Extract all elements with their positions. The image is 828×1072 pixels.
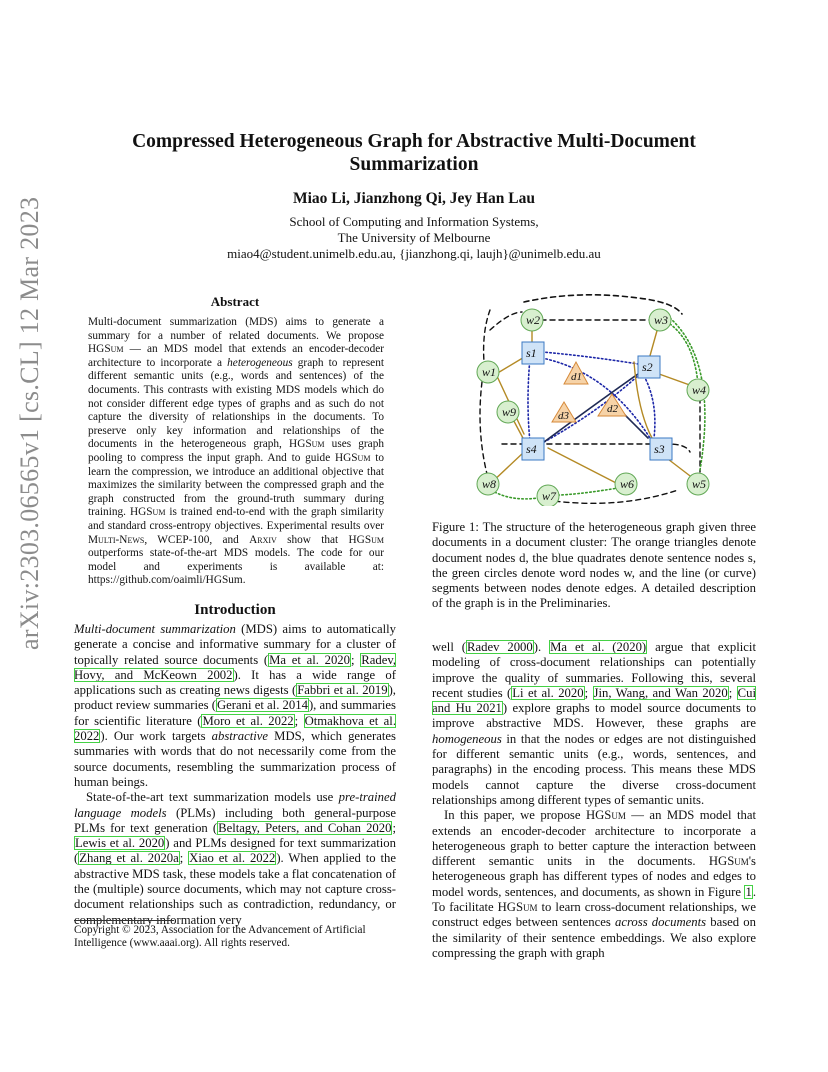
node-d3: d3 xyxy=(558,410,569,422)
node-w5: w5 xyxy=(692,477,707,491)
citation-link[interactable]: Ma et al. 2020 xyxy=(269,652,350,667)
node-d1: d1 xyxy=(571,371,582,383)
node-d2: d2 xyxy=(607,403,618,415)
abstract-text: Multi-document summarization (MDS) aims to generate a summary for a number of related documents. We propose HGSum — an MDS model that extends an encoder-decoder architecture to incorporate a heterogeneous graph to represent different semantic units (e.g., words and sentences) of the documents. This contrasts with existing MDS models which do not consider different edge types of graphs and as such do not capture the diversity of relationships in the documents. To preserve only key information and relationships of the documents in the heterogeneous graph, HGSum uses graph pooling to compress the input graph. And to guide HGSum to learn the compression, we introduce an additional objective that maximizes the similarity between the compressed graph and the graph constructed from the ground-truth summary during training. HGSum is trained end-to-end with the graph similarity and standard cross-entropy objectives. Experimental results over Multi-News, WCEP-100, and Arxiv show that HGSum outperforms state-of-the-art MDS models. The code for our model and experiments is available at: https://github.com/oaimli/HGSum. xyxy=(88,316,384,587)
intro-paragraph-1: Multi-document summarization (MDS) aims to automatically generate a concise and informative summary for a cluster of topically related source documents (Ma et al. 2020; Radev, Hovy, and McKeown 2002). It has a wide range of applications such as creating news digests (Fabbri et al. 2019), product review summaries (Gerani et al. 2014), and summaries for scientific literature (Moro et al. 2022; Otmakhova et al. 2022). Our work targets abstractive MDS, which generates summaries with words that do not necessarily come from the source documents, resembling the summarization process of human beings. xyxy=(74,622,397,789)
authors: Miao Li, Jianzhong Qi, Jey Han Lau xyxy=(292,190,535,207)
citation-link[interactable]: Otmakhova et al. 2022 xyxy=(74,713,396,744)
intro-paragraph-2: State-of-the-art text summarization models use pre-trained language models (PLMs) including both general-purpose PLMs for text generation (Beltagy, Peters, and Cohan 2020; Lewis et al. 2020) and PLMs designed for text summarization (Zhang et al. 2020a; Xiao et al. 2022). When applied to the abstractive MDS task, these models take a flat concatenation of the (multiple) source documents, which may not capture cross-document relationships such as contradiction, redundancy, or complementary information very xyxy=(74,790,397,927)
node-s4: s4 xyxy=(526,442,537,456)
citation-link[interactable]: Fabbri et al. 2019 xyxy=(297,683,388,698)
intro-column-right xyxy=(432,640,756,961)
citation-link[interactable]: Li et al. 2020 xyxy=(512,685,584,700)
affiliation: School of Computing and Information Systems, The University of Melbourne miao4@student.unimelb.edu.au, {jianzhong.qi, laujh}@unimelb.edu.au xyxy=(227,214,601,261)
citation-link[interactable]: Lewis et al. 2020 xyxy=(75,836,165,851)
citation-link[interactable]: Radev, Hovy, and McKeown 2002 xyxy=(74,652,397,682)
node-s3: s3 xyxy=(654,442,665,456)
citation-link[interactable]: Gerani et al. 2014 xyxy=(217,698,308,713)
figure-ref-link[interactable]: 1 xyxy=(745,884,752,899)
node-s2: s2 xyxy=(642,360,653,374)
footnote-rule xyxy=(74,920,174,921)
intro-column-left xyxy=(74,622,396,928)
citation-link[interactable]: Zhang et al. 2020a xyxy=(79,851,179,866)
citation-link[interactable]: Beltagy, Peters, and Cohan 2020 xyxy=(218,820,392,835)
node-s1: s1 xyxy=(526,346,537,360)
right-paragraph-2: In this paper, we propose HGSum — an MDS model that extends an encoder-decoder architecture to incorporate a heterogeneous graph to better capture the interaction between different semantic units in the documents. HGSum's heterogeneous graph has different types of nodes and edges to model words, sentences, and documents, as shown in Figure 1. To facilitate HGSum to learn cross-document relationships, we construct edges between sentences across documents based on the similarity of their sentence embeddings. We also explore compressing the graph with graph xyxy=(432,808,756,960)
paper-title: Compressed Heterogeneous Graph for Abstractive Multi-Document Summarization xyxy=(132,131,696,175)
node-w7: w7 xyxy=(542,489,557,503)
citation-link[interactable]: Ma et al. (2020) xyxy=(550,640,647,654)
node-w6: w6 xyxy=(620,477,635,491)
citation-link[interactable]: Cui and Hu 2021 xyxy=(432,685,756,716)
node-w8: w8 xyxy=(482,477,497,491)
node-w9: w9 xyxy=(502,405,517,419)
citation-link[interactable]: Jin, Wang, and Wan 2020 xyxy=(593,685,728,700)
node-w1: w1 xyxy=(482,365,497,379)
node-w4: w4 xyxy=(692,383,707,397)
citation-link[interactable]: Radev 2000 xyxy=(467,640,533,654)
abstract-heading: Abstract xyxy=(210,294,260,309)
right-paragraph-1: well (Radev 2000). Ma et al. (2020) argue that explicit modeling of cross-document relationships can potentially improve the quality of summaries. Following this, several recent studies (Li et al. 2020; Jin, Wang, and Wan 2020; Cui and Hu 2021) explore graphs to model source documents to improve abstractive MDS. However, these graphs are homogeneous in that the nodes or edges are not distinguished for different semantic units (e.g., words, sentences, and paragraphs) in the encoding process. This means these MDS models cannot capture the diverse cross-document relationships among different types of semantic units. xyxy=(432,640,756,807)
node-w3: w3 xyxy=(654,313,669,327)
node-w2: w2 xyxy=(526,313,541,327)
copyright-note: Copyright © 2023, Association for the Advancement of Artificial Intelligence (www.aaai.org). All rights reserved. xyxy=(74,924,366,950)
introduction-heading: Introduction xyxy=(194,602,276,618)
arxiv-side-label: arXiv:2303.06565v1 [cs.CL] 12 Mar 2023 xyxy=(15,196,44,650)
citation-link[interactable]: Moro et al. 2022 xyxy=(202,713,294,728)
heterogeneous-graph-figure xyxy=(468,292,724,506)
figure-caption: Figure 1: The structure of the heterogeneous graph given three documents in a document cluster: The orange triangles denote document nodes d, the blue quadrates denote sentence nodes s, the green circles denote word nodes w, and the line (or curve) segments between nodes denote edges. A detailed description of the graph is in the Preliminaries. xyxy=(432,520,756,611)
citation-link[interactable]: Xiao et al. 2022 xyxy=(189,851,276,866)
